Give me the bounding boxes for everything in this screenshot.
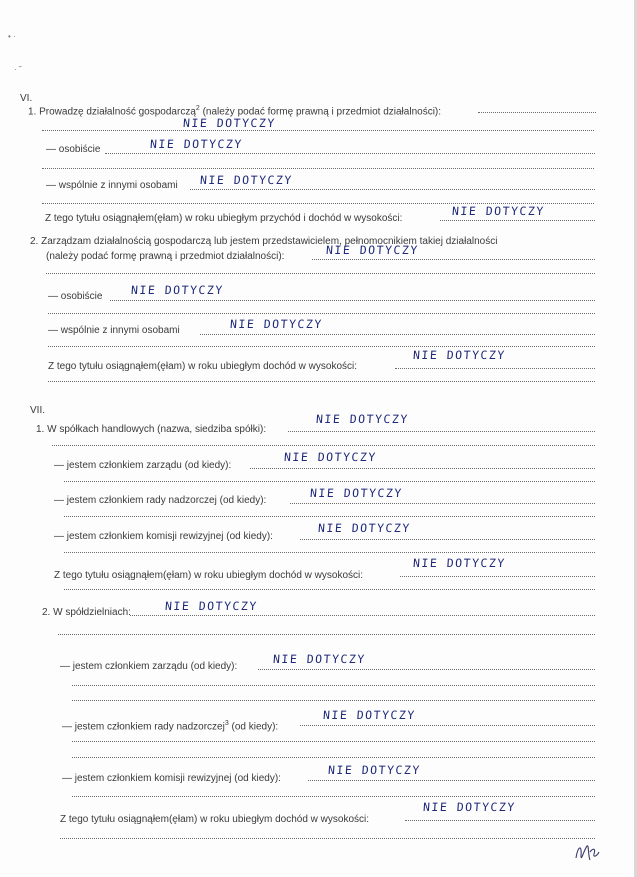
answer-line <box>60 838 595 839</box>
vii-q2-komisja-label: — jestem członkiem komisji rewizyjnej (od kiedy): <box>62 773 281 784</box>
answer-line <box>200 334 595 335</box>
vi-q1-income-answer: NIE DOTYCZY <box>451 204 546 218</box>
vi-q1-wspolnie-answer: NIE DOTYCZY <box>199 173 294 187</box>
vi-q2-answer: NIE DOTYCZY <box>325 243 420 257</box>
vii-q2-rada-label: — jestem członkiem rady nadzorczej$^3$ (od kiedy): <box>62 720 279 733</box>
answer-line <box>190 189 595 190</box>
answer-line <box>64 481 595 482</box>
answer-line <box>258 669 595 670</box>
vii-q2-prompt: 2. W spółdzielniach: <box>42 607 131 618</box>
section-vi-label: VI. <box>20 93 33 104</box>
answer-line <box>405 820 595 821</box>
vii-q2-zarzad-answer: NIE DOTYCZY <box>272 652 367 666</box>
answer-line <box>395 368 595 369</box>
answer-line <box>300 539 595 540</box>
answer-line <box>52 445 595 446</box>
answer-line <box>64 552 595 553</box>
answer-line <box>48 346 595 347</box>
answer-line <box>58 634 595 635</box>
vii-q2-income-answer: NIE DOTYCZY <box>422 800 517 814</box>
vii-q1-income-label: Z tego tytułu osiągnąłem(ęłam) w roku ubiegłym dochód w wysokości: <box>54 570 364 581</box>
answer-line <box>42 130 594 131</box>
answer-line <box>72 741 595 742</box>
scan-speck: · ˜ <box>14 65 22 74</box>
vii-q1-rada-label: — jestem członkiem rady nadzorczej (od kiedy): <box>54 495 267 506</box>
answer-line <box>42 168 594 169</box>
vii-q2-income-label: Z tego tytułu osiągnąłem(ęłam) w roku ubiegłym dochód w wysokości: <box>60 814 370 825</box>
vii-q1-komisja-label: — jestem członkiem komisji rewizyjnej (od kiedy): <box>54 531 273 542</box>
vii-q1-answer: NIE DOTYCZY <box>315 412 410 426</box>
vii-q1-income-answer: NIE DOTYCZY <box>412 556 507 570</box>
answer-line <box>64 516 595 517</box>
vii-q2-komisja-answer: NIE DOTYCZY <box>327 763 422 777</box>
vi-q1-prompt: 1. Prowadzę działalność gospodarczą$^2$ (należy podać formę prawną i przedmiot działalności): <box>28 105 442 118</box>
answer-line <box>308 780 595 781</box>
vi-q2-income-answer: NIE DOTYCZY <box>412 348 507 362</box>
vi-q1-wspolnie-label: — wspólnie z innymi osobami <box>46 180 178 191</box>
answer-line <box>250 468 595 469</box>
vi-q2-wspolnie-answer: NIE DOTYCZY <box>229 317 324 331</box>
vii-q2-zarzad-label: — jestem członkiem zarządu (od kiedy): <box>60 661 238 672</box>
vi-q2-osobiscie-label: — osobiście <box>48 291 103 302</box>
answer-line <box>105 153 595 154</box>
vii-q1-prompt: 1. W spółkach handlowych (nazwa, siedziba spółki): <box>36 424 267 435</box>
vi-q1-income-label: Z tego tytułu osiągnąłem(ęłam) w roku ubiegłym przychód i dochód w wysokości: <box>45 213 403 224</box>
answer-line <box>48 313 595 314</box>
vi-q2-income-label: Z tego tytułu osiągnąłem(ęłam) w roku ubiegłym dochód w wysokości: <box>48 361 358 372</box>
section-vii-label: VII. <box>30 405 46 416</box>
vi-q2-osobiscie-answer: NIE DOTYCZY <box>130 283 225 297</box>
vi-q2-wspolnie-label: — wspólnie z innymi osobami <box>48 325 180 336</box>
answer-line <box>64 589 595 590</box>
answer-line <box>72 757 595 758</box>
answer-line <box>400 576 595 577</box>
vi-q1-answer: NIE DOTYCZY <box>182 116 277 130</box>
vi-q1-osobiscie-answer: NIE DOTYCZY <box>149 137 244 151</box>
answer-line <box>130 615 595 616</box>
answer-line <box>48 381 595 382</box>
vi-q2-prompt-2: (należy podać formę prawną i przedmiot działalności): <box>46 251 285 262</box>
vii-q1-zarzad-label: — jestem członkiem zarządu (od kiedy): <box>54 460 232 471</box>
answer-line <box>300 725 595 726</box>
answer-line <box>72 700 595 701</box>
scan-speck: • · <box>8 32 16 41</box>
answer-line <box>478 112 596 113</box>
answer-line <box>110 300 595 301</box>
vi-q1-osobiscie-label: — osobiście <box>46 144 101 155</box>
answer-line <box>290 503 595 504</box>
answer-line <box>288 431 595 432</box>
vii-q1-zarzad-answer: NIE DOTYCZY <box>283 450 378 464</box>
vii-q1-komisja-answer: NIE DOTYCZY <box>317 521 412 535</box>
answer-line <box>440 220 595 221</box>
answer-line <box>72 685 595 686</box>
answer-line <box>46 273 595 274</box>
vi-q2-prompt: 2. Zarządzam działalnością gospodarczą lub jestem przedstawicielem, pełnomocnikiem takiej działalności <box>30 236 498 247</box>
initials-signature <box>572 836 602 866</box>
vii-q2-rada-answer: NIE DOTYCZY <box>322 708 417 722</box>
answer-line <box>312 259 595 260</box>
answer-line <box>72 796 595 797</box>
vii-q1-rada-answer: NIE DOTYCZY <box>309 486 404 500</box>
vii-q2-answer: NIE DOTYCZY <box>164 599 259 613</box>
